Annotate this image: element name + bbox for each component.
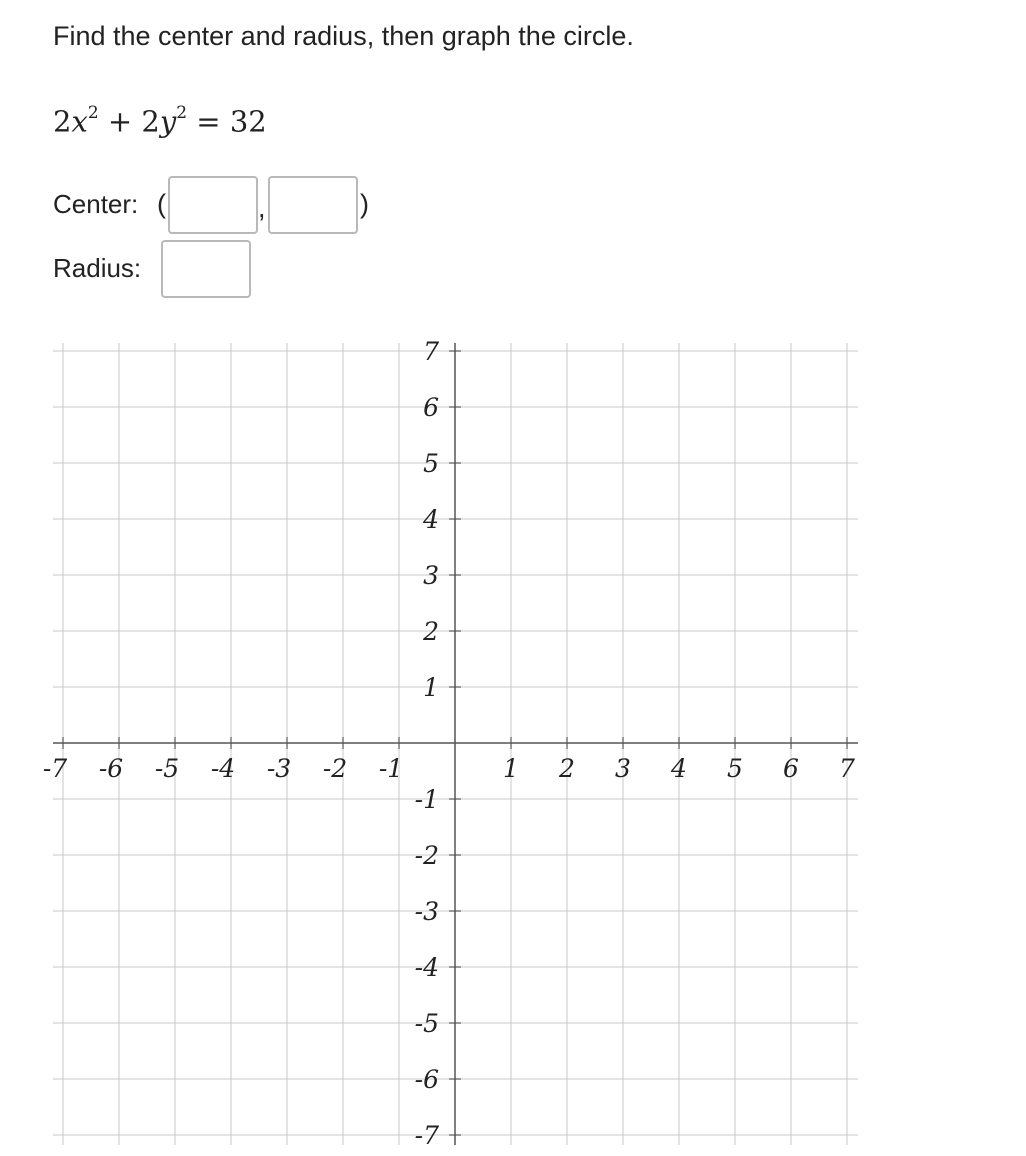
x-tick-label: 3 bbox=[615, 754, 631, 783]
y-tick-label: -6 bbox=[414, 1065, 439, 1094]
equation-plus-sign: + bbox=[107, 104, 133, 139]
y-tick-label: -4 bbox=[414, 953, 439, 982]
x-tick-label: -4 bbox=[210, 754, 236, 783]
y-tick-label: -3 bbox=[414, 897, 439, 926]
x-tick-label: 2 bbox=[559, 754, 575, 783]
equation-equals-sign: = bbox=[196, 104, 221, 139]
equation-x-exponent: 2 bbox=[87, 103, 99, 123]
y-tick-label: -2 bbox=[414, 841, 439, 870]
equation-x-coefficient: 2 bbox=[53, 104, 72, 139]
x-tick-label: 7 bbox=[839, 754, 855, 783]
x-tick-label: -1 bbox=[378, 754, 404, 783]
x-tick-label: -5 bbox=[154, 754, 180, 783]
center-comma: , bbox=[258, 193, 266, 223]
center-label: Center: bbox=[53, 189, 139, 219]
equation-rhs: 32 bbox=[229, 104, 267, 139]
equation-x-variable: x bbox=[71, 104, 88, 139]
y-tick-label: 1 bbox=[423, 673, 439, 702]
y-tick-label: 5 bbox=[423, 449, 439, 478]
equation-y-exponent: 2 bbox=[176, 103, 188, 123]
y-tick-label: 2 bbox=[423, 617, 439, 646]
x-tick-label: 6 bbox=[783, 754, 799, 783]
center-open-paren: ( bbox=[157, 189, 166, 219]
x-tick-label: -3 bbox=[266, 754, 292, 783]
center-close-paren: ) bbox=[360, 189, 369, 219]
question-prompt: Find the center and radius, then graph the circle. bbox=[53, 21, 634, 51]
y-tick-label: -1 bbox=[414, 785, 439, 814]
x-tick-label: 5 bbox=[727, 754, 743, 783]
x-tick-label: -7 bbox=[42, 754, 68, 783]
equation-y-variable: y bbox=[159, 104, 177, 139]
x-tick-label: 1 bbox=[503, 754, 519, 783]
x-tick-label: 4 bbox=[671, 754, 687, 783]
y-tick-label: -5 bbox=[414, 1009, 439, 1038]
y-tick-label: 3 bbox=[423, 561, 439, 590]
radius-label: Radius: bbox=[53, 253, 142, 283]
x-tick-label: -2 bbox=[322, 754, 348, 783]
y-tick-label: 7 bbox=[423, 337, 439, 366]
y-tick-label: 6 bbox=[423, 393, 439, 422]
y-tick-label: -7 bbox=[414, 1121, 439, 1150]
equation-y-coefficient: 2 bbox=[141, 104, 160, 139]
y-tick-label: 4 bbox=[423, 505, 439, 534]
x-tick-label: -6 bbox=[98, 754, 124, 783]
